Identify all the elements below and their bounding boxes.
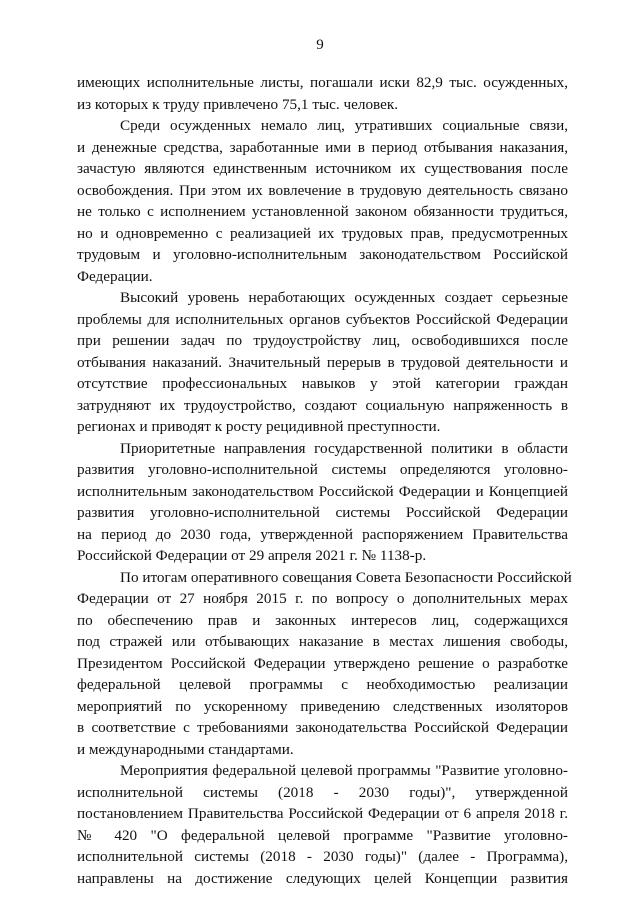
paragraph bbox=[77, 438, 568, 567]
text-line: Высокий уровень неработающих осужденных создает серьезные bbox=[120, 289, 568, 306]
text-line: По итогам оперативного совещания Совета Безопасности Российской bbox=[120, 568, 572, 586]
text-line: Мероприятия федеральной целевой программы "Развитие уголовно- bbox=[120, 762, 568, 779]
text-line: исполнительной системы (2018 - 2030 годы)" (далее - Программа), bbox=[77, 848, 568, 865]
text-line: регионах и приводят к росту рецидивной преступности. bbox=[77, 418, 441, 435]
paragraph bbox=[77, 760, 568, 889]
paragraph bbox=[77, 72, 568, 115]
text-line: Российской Федерации от 29 апреля 2021 г. № 1138-р. bbox=[77, 547, 427, 564]
text-line: и денежные средства, заработанные ими в период отбывания наказания, bbox=[77, 138, 568, 156]
text-line: под стражей или отбывающих наказание в местах лишения свободы, bbox=[77, 633, 568, 650]
text-line: и международными стандартами. bbox=[77, 740, 294, 758]
text-line: федеральной целевой программы с необходимостью реализации bbox=[77, 676, 568, 693]
text-line: Приоритетные направления государственной политики в области bbox=[120, 439, 568, 457]
text-line: № 420 "О федеральной целевой программе "Развитие уголовно- bbox=[77, 826, 568, 844]
text-line: исполнительной системы (2018 - 2030 годы)", утвержденной bbox=[77, 783, 568, 801]
text-line: отбывания наказаний. Значительный перерыв в трудовой деятельности и bbox=[77, 353, 568, 371]
text-line: но и одновременно с реализацией их трудовых прав, предусмотренных bbox=[77, 224, 568, 242]
text-line: постановлением Правительства Российской Федерации от 6 апреля 2018 г. bbox=[77, 805, 568, 822]
document-body bbox=[77, 72, 572, 889]
paragraph bbox=[77, 115, 568, 287]
text-line: трудовым и уголовно-исполнительным законодательством Российской bbox=[77, 246, 568, 263]
text-line: Президентом Российской Федерации утверждено решение о разработке bbox=[77, 654, 568, 672]
text-line: развития уголовно-исполнительной системы Российской Федерации bbox=[77, 504, 568, 521]
text-line: на период до 2030 года, утвержденной распоряжением Правительства bbox=[77, 525, 568, 543]
text-line: отсутствие профессиональных навыков у этой категории граждан bbox=[77, 375, 568, 392]
text-line: развития уголовно-исполнительной системы определяются уголовно- bbox=[77, 461, 568, 478]
text-line: в соответствие с требованиями законодательства Российской Федерации bbox=[77, 719, 568, 736]
paragraph bbox=[77, 567, 572, 761]
text-line: мероприятий по ускоренному приведению следственных изоляторов bbox=[77, 697, 568, 715]
text-line: Федерации. bbox=[77, 267, 153, 285]
text-line: исполнительным законодательством Российской Федерации и Концепцией bbox=[77, 482, 568, 500]
paragraph bbox=[77, 287, 568, 438]
text-line: не только с исполнением установленной законом обязанности трудиться, bbox=[77, 203, 568, 220]
text-line: из которых к труду привлечено 75,1 тыс. человек. bbox=[77, 95, 399, 113]
text-line: зачастую являются единственным источником их существования после bbox=[77, 160, 568, 177]
text-line: проблемы для исполнительных органов субъектов Российской Федерации bbox=[77, 310, 568, 328]
text-line: затрудняют их трудоустройство, создают социальную напряженность в bbox=[77, 396, 568, 414]
text-line: освобождения. При этом их вовлечение в трудовую деятельность связано bbox=[77, 181, 568, 199]
text-line: при решении задач по трудоустройству лиц, освободившихся после bbox=[77, 332, 568, 349]
text-line: имеющих исполнительные листы, погашали иски 82,9 тыс. осужденных, bbox=[77, 74, 568, 91]
page-number: 9 bbox=[316, 37, 324, 53]
text-line: Среди осужденных немало лиц, утративших социальные связи, bbox=[120, 117, 568, 134]
text-line: Федерации от 27 ноября 2015 г. по вопросу о дополнительных мерах bbox=[77, 590, 568, 607]
text-line: направлены на достижение следующих целей Концепции развития bbox=[77, 869, 568, 887]
text-line: по обеспечению прав и законных интересов лиц, содержащихся bbox=[77, 611, 568, 629]
